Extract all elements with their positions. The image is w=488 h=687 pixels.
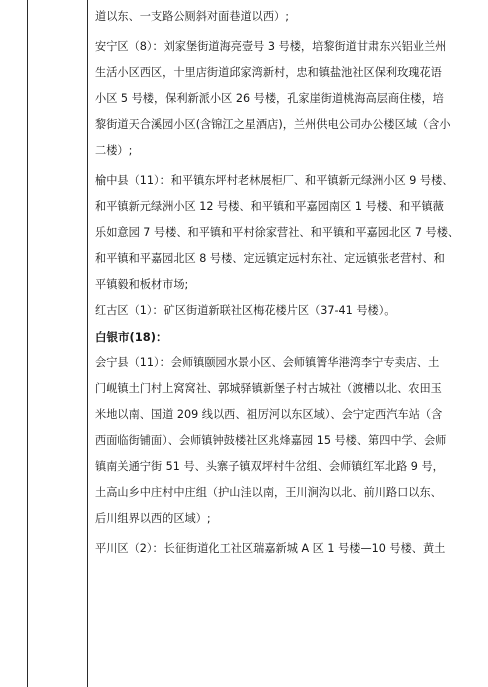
text-line: 会宁县（11）：会师镇颐园水景小区、会师镇箐华港湾李宁专卖店、土 <box>95 356 440 369</box>
text-line: 门岘镇土门村上窝窝社、郭城驿镇新堡子村古城社（渡槽以北、农田玉 <box>95 382 442 395</box>
text-line: 榆中县（11）：和平镇东坪村老林展柜厂、和平镇新元绿洲小区 9 号楼、 <box>95 174 454 187</box>
table-border-column <box>87 0 88 687</box>
paragraph-continuation <box>95 4 476 30</box>
text-line: 西面临街铺面）、会师镇钟鼓楼社区兆烽嘉园 15 号楼、第四中学、会师 <box>95 434 447 447</box>
paragraph-huining <box>95 350 476 532</box>
text-line: 小区 5 号楼，保利新派小区 26 号楼，孔家崖街道桃海高层商住楼，培 <box>95 92 444 105</box>
text-line: 安宁区（8）：刘家堡街道海亮壹号 3 号楼，培黎街道甘肃东兴铝业兰州 <box>95 40 447 53</box>
text-line: 二楼）; <box>95 144 133 157</box>
text-line: 米地以南、国道 209 线以西、祖厉河以东区域）、会宁定西汽车站（含 <box>95 408 443 421</box>
table-cell-content <box>95 4 476 562</box>
section-header-baiyin: 白银市(18)： <box>95 330 168 344</box>
text-line: 镇南关通宁街 51 号、头寨子镇双坪村牛岔组、会师镇红军北路 9 号， <box>95 460 444 473</box>
paragraph-anning <box>95 34 476 164</box>
text-line: 生活小区西区，十里店街道邱家湾新村，忠和镇盐池社区保利玫瑰花语 <box>95 66 442 79</box>
text-line: 道以东、一支路公厕斜对面巷道以西）; <box>95 10 289 23</box>
text-line: 乐如意园 7 号楼、和平镇和平村徐家营社、和平镇和平嘉园北区 7 号楼、 <box>95 226 460 239</box>
text-line: 红古区（1）：矿区街道新联社区梅花楼片区（37-41 号楼）。 <box>95 304 396 317</box>
paragraph-honggu <box>95 298 476 324</box>
text-line: 和平镇和平嘉园北区 8 号楼、定远镇定远村东社、定远镇张老营村、和 <box>95 252 445 265</box>
text-line: 平川区（2）：长征街道化工社区瑞嘉新城 A 区 1 号楼—10 号楼、黄土 <box>95 542 446 555</box>
text-line: 和平镇新元绿洲小区 12 号楼、和平镇和平嘉园南区 1 号楼、和平镇薇 <box>95 200 444 213</box>
text-line: 土高山乡中庄村中庄组（护山洼以南，王川涧沟以北、前川路口以东、 <box>95 486 442 499</box>
paragraph-pingchuan <box>95 536 476 562</box>
paragraph-yuzhong <box>95 168 476 298</box>
text-line: 黎街道天合溪园小区(含锦江之星酒店)，兰州供电公司办公楼区域（含小 <box>95 118 451 131</box>
text-line: 后川组界以西的区域）; <box>95 512 211 525</box>
table-border-left <box>27 0 28 687</box>
text-line: 平镇毅和板材市场; <box>95 278 189 291</box>
